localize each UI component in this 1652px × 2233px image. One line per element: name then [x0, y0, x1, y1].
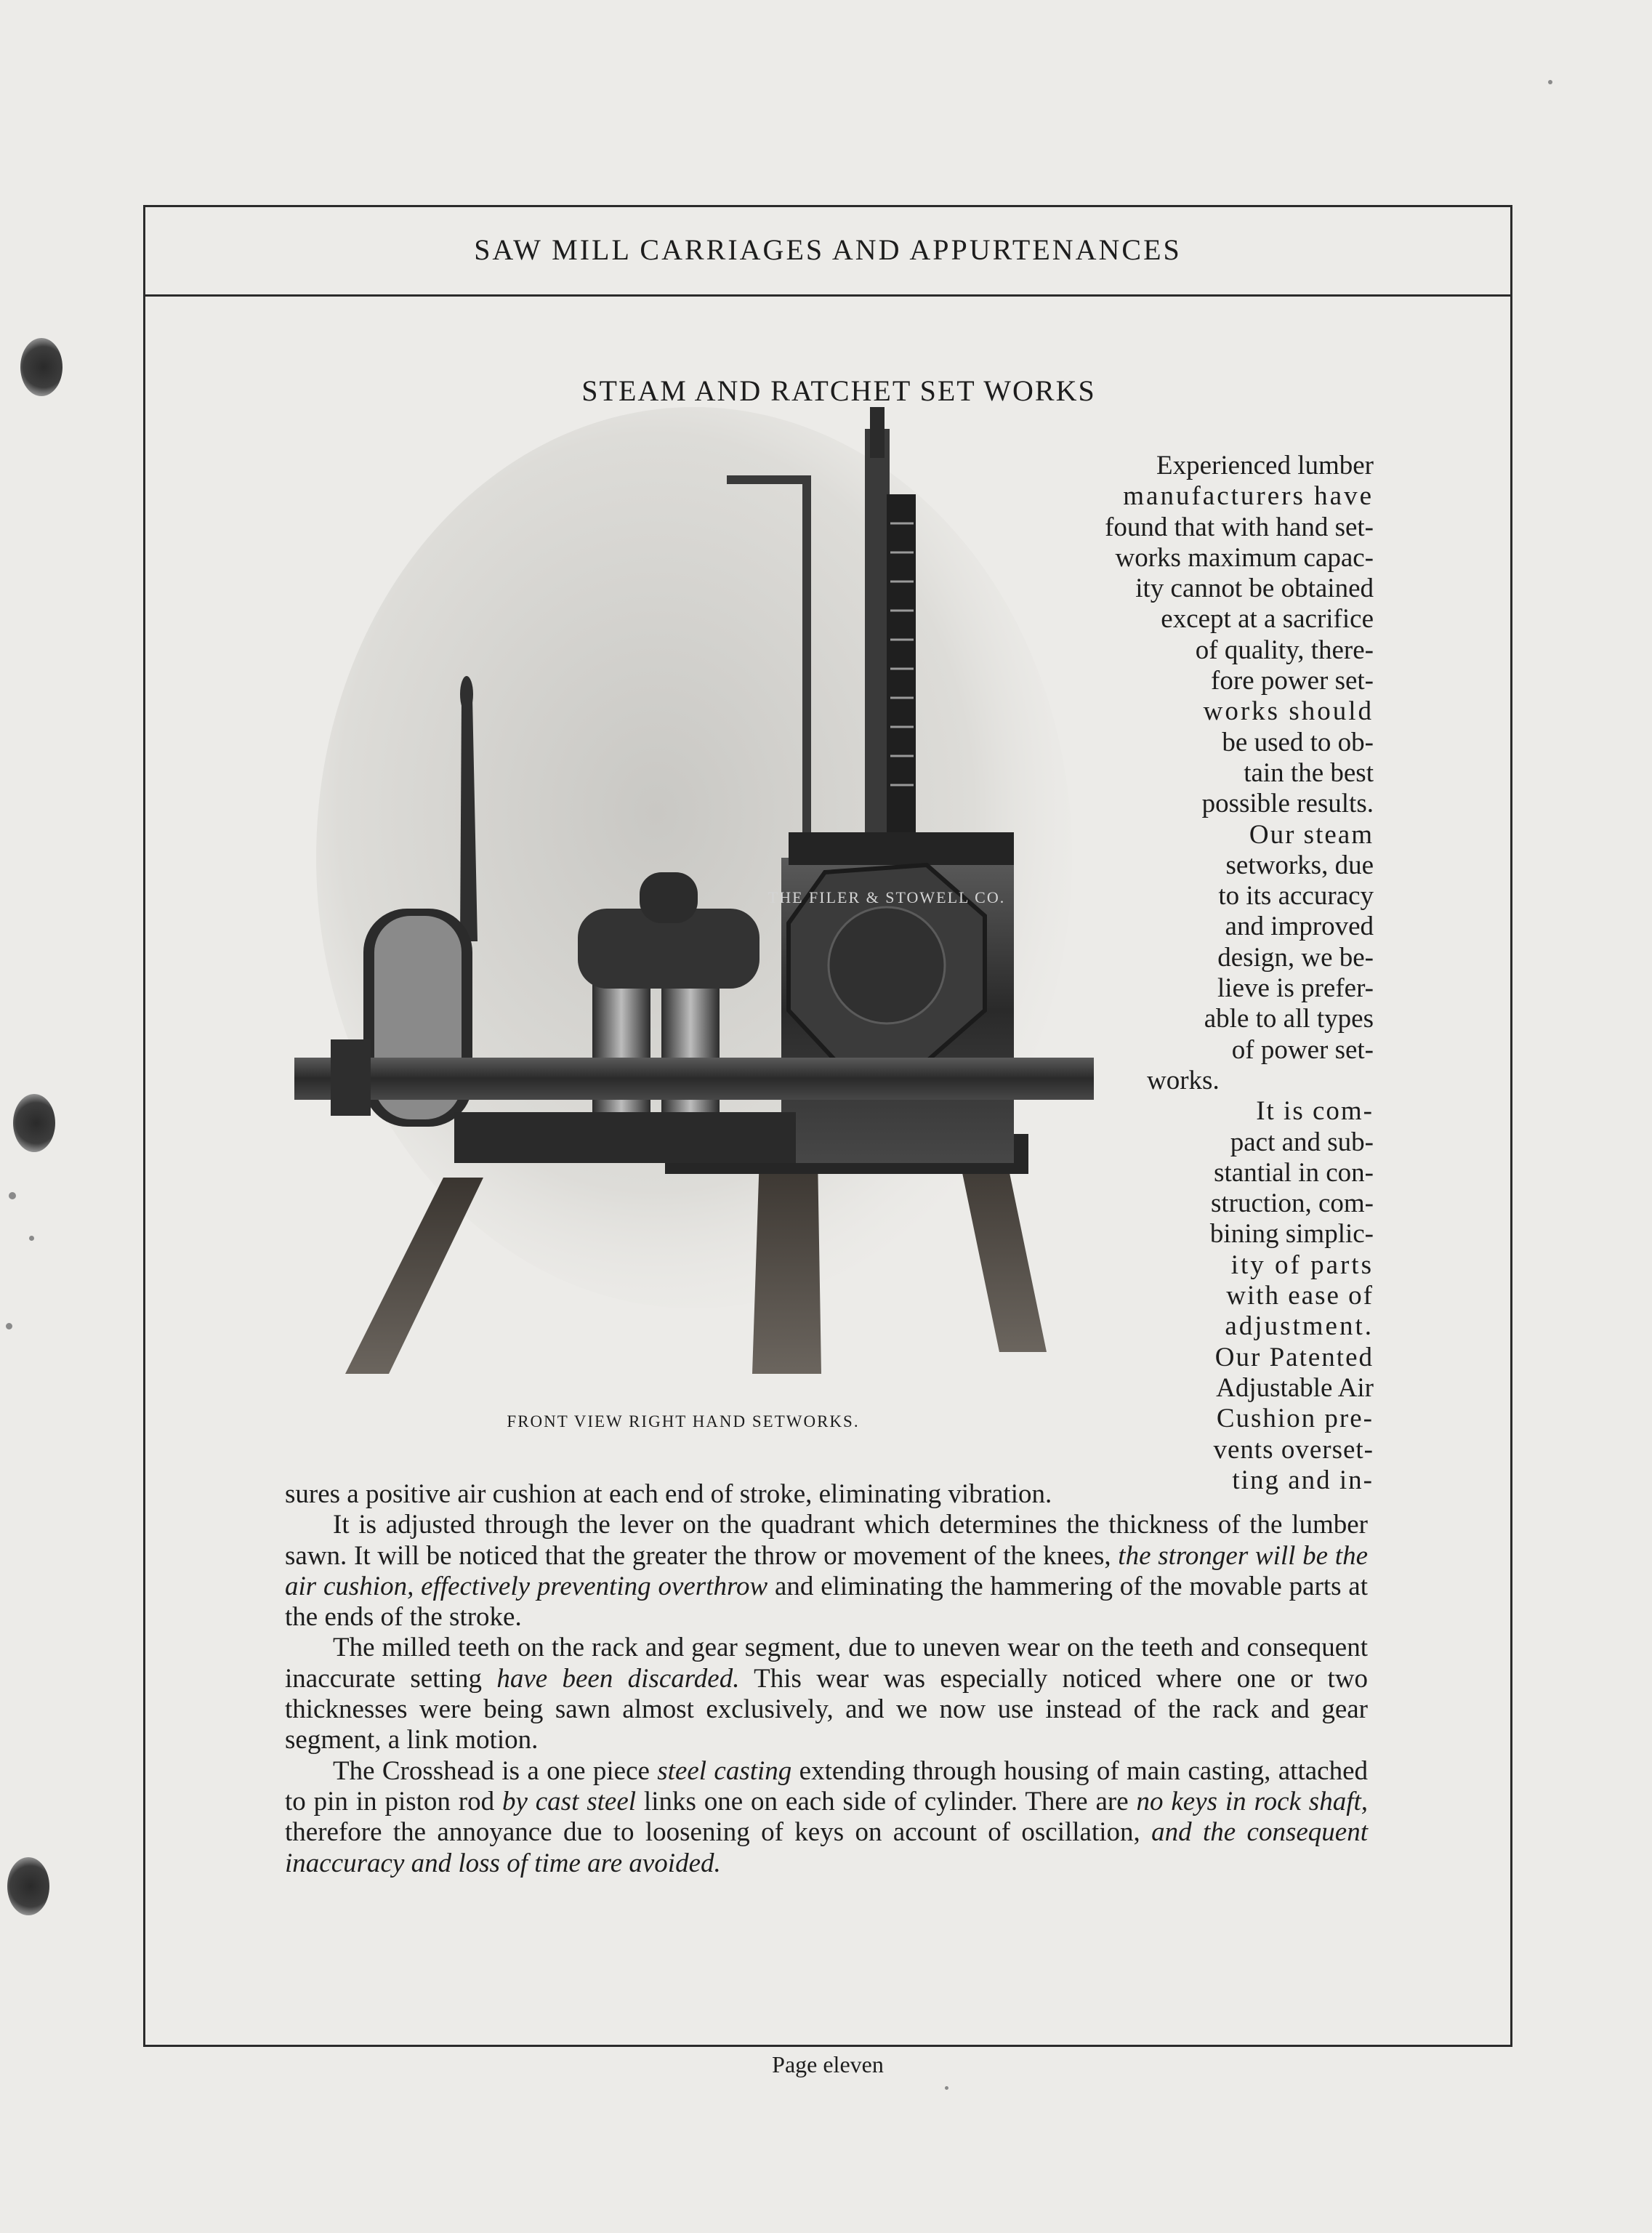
shaft-collar — [331, 1039, 371, 1116]
text-line: ting and in- — [1232, 1465, 1374, 1495]
paper-speck — [9, 1192, 16, 1199]
casting-lettering: THE FILER & STOWELL CO. — [767, 888, 1006, 906]
text-line: adjustment. — [1225, 1311, 1374, 1342]
text-line: setworks, due — [1225, 850, 1374, 880]
text-line: struction, com- — [1210, 1188, 1374, 1219]
figure-caption: FRONT VIEW RIGHT HAND SETWORKS. — [507, 1412, 860, 1431]
text-line: lieve is prefer- — [1217, 973, 1374, 1004]
text-line: manufacturers have — [1123, 481, 1374, 512]
italic-run: have been discarded. — [496, 1663, 740, 1694]
side-column-text — [1003, 451, 1374, 1496]
text-line: possible results. — [1201, 789, 1374, 819]
timber-left — [345, 1178, 483, 1374]
text-line: ity cannot be obtained — [1135, 574, 1374, 604]
italic-run: no keys in rock shaft, — [1136, 1786, 1368, 1816]
text-line: stantial in con- — [1214, 1157, 1374, 1188]
text-line: It is com- — [1256, 1096, 1374, 1127]
text-line: tain the best — [1244, 757, 1374, 788]
italic-run: the stronger will be the air cushion, effectively preventing overthrow — [285, 1540, 1368, 1601]
text-line: of quality, there- — [1195, 635, 1374, 665]
body-paragraph-2 — [285, 1633, 1368, 1755]
punch-hole-bottom — [7, 1857, 49, 1915]
section-title: STEAM AND RATCHET SET WORKS — [581, 374, 1096, 407]
text-line: vents overset- — [1213, 1434, 1374, 1465]
text-line: works maximum capac- — [1115, 542, 1374, 573]
text-line: Adjustable Air — [1216, 1372, 1374, 1403]
punch-hole-top — [20, 338, 63, 396]
side-paragraph-1 — [1003, 451, 1374, 820]
body-paragraph-1 — [285, 1510, 1368, 1633]
casting-top-plate — [789, 832, 1014, 865]
text-line: Cushion pre- — [1216, 1404, 1374, 1434]
text-run: This wear was especially noticed where one or two thicknesses were being sawn almost exclusively, and we now use instead of the rack and gear segment, a link motion. — [285, 1663, 1368, 1755]
octagon-center — [829, 907, 945, 1023]
text-line: fore power set- — [1211, 666, 1374, 696]
paper-speck — [29, 1236, 34, 1241]
paper-speck — [945, 2086, 948, 2090]
text-line: and improved — [1225, 912, 1374, 942]
body-text — [285, 1479, 1368, 1879]
text-line: to its accuracy — [1218, 881, 1374, 912]
body-paragraph-3 — [285, 1756, 1368, 1879]
quadrant-handle — [870, 407, 885, 458]
quadrant-bar — [865, 429, 890, 836]
text-line: ity of parts — [1230, 1250, 1374, 1280]
punch-hole-middle — [13, 1094, 55, 1152]
text-line: bining simplic- — [1209, 1219, 1374, 1250]
text-run: links one on each side of cylinder. There are — [636, 1786, 1137, 1816]
setworks-illustration — [287, 407, 1123, 1407]
text-line: of power set- — [1231, 1034, 1374, 1065]
text-run: therefore the annoyance due to loosening of keys on account of oscillation, — [285, 1817, 1152, 1848]
text-run: The Crosshead is a one piece — [333, 1755, 658, 1786]
text-line: works. — [1147, 1065, 1220, 1095]
running-head: SAW MILL CARRIAGES AND APPURTENANCES — [474, 233, 1182, 266]
text-line: Our Patented — [1214, 1342, 1374, 1372]
continuation-line: sures a positive air cushion at each end of stroke, eliminating vibration. — [285, 1479, 1052, 1509]
hand-lever-grip — [460, 676, 473, 712]
italic-run: and the consequent inaccuracy and loss of time are avoided. — [285, 1817, 1368, 1878]
paper-speck — [1548, 80, 1552, 84]
page-number: Page eleven — [772, 2051, 884, 2077]
front-bracket — [454, 1112, 796, 1163]
italic-run: by cast steel — [501, 1786, 637, 1816]
text-run: and eliminating the hammering of the movable parts at the ends of the stroke. — [285, 1571, 1368, 1633]
text-run: It is adjusted through the lever on the quadrant which determines the thickness of the lumber sawn. It will be noticed that the greater the throw or movement of the knees, — [285, 1510, 1368, 1571]
text-line: with ease of — [1226, 1281, 1374, 1311]
italic-run: steel casting — [657, 1755, 792, 1786]
text-line: able to all types — [1204, 1004, 1374, 1034]
text-line: found that with hand set- — [1105, 512, 1374, 542]
timber-middle — [752, 1156, 821, 1374]
text-line: Experienced lumber — [1156, 451, 1374, 480]
header-rule — [143, 294, 1512, 297]
text-line: except at a sacrifice — [1161, 604, 1374, 635]
text-line: pact and sub- — [1230, 1127, 1374, 1157]
text-run: The milled teeth on the rack and gear segment, due to uneven wear on the teeth and consequent inaccurate setting — [285, 1633, 1368, 1694]
text-line: works should — [1203, 696, 1374, 727]
side-paragraph-3 — [1003, 1096, 1374, 1496]
text-run: extending through housing of main casting, attached to pin in piston rod — [285, 1755, 1368, 1816]
side-paragraph-2 — [1003, 820, 1374, 1097]
text-line: Our steam — [1249, 819, 1374, 850]
text-line: be used to ob- — [1222, 727, 1374, 757]
text-line: design, we be- — [1217, 942, 1374, 973]
pawl-top — [640, 872, 698, 923]
main-shaft — [294, 1058, 1094, 1100]
paper-speck — [6, 1323, 12, 1329]
